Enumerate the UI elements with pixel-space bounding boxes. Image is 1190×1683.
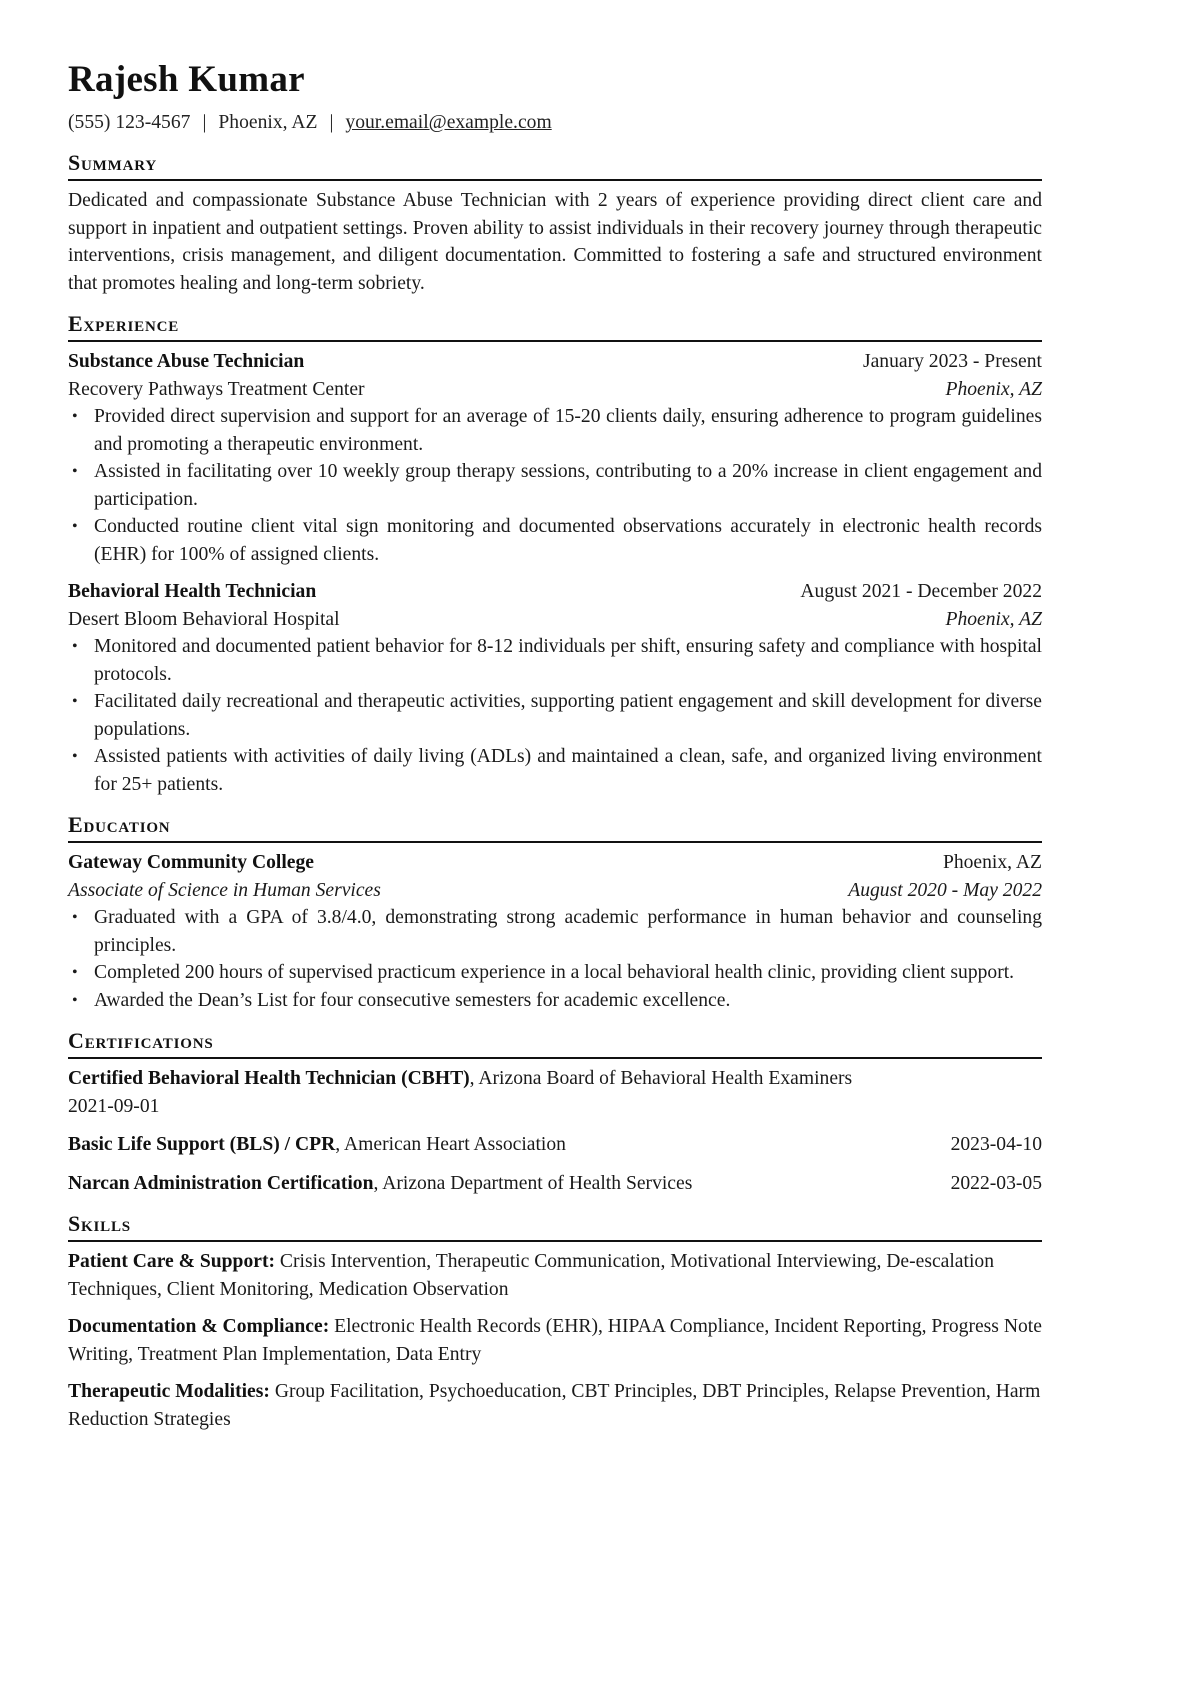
resume-header (68, 58, 1042, 136)
job-title: Behavioral Health Technician (68, 581, 317, 602)
job-dates: January 2023 - Present (862, 351, 1042, 372)
certifications-section (68, 1028, 1042, 1197)
certification-issuer: , American Heart Association (335, 1134, 566, 1155)
education-dates: August 2020 - May 2022 (848, 879, 1042, 901)
email-link[interactable]: your.email@example.com (345, 112, 552, 133)
skills-section (68, 1211, 1042, 1433)
certification-item (68, 1131, 1042, 1159)
phone-number: (555) 123-4567 (68, 112, 191, 133)
contact-separator: | (329, 112, 334, 133)
skill-group-label: Patient Care & Support: (68, 1251, 275, 1272)
bullet-item: • Assisted in facilitating over 10 weekly group therapy sessions, contributing to a 20% increase in client engagement and participation. (94, 458, 1042, 513)
section-title-education: Education (68, 812, 1042, 843)
education-bullets (68, 904, 1042, 1014)
bullet-item: • Awarded the Dean’s List for four consecutive semesters for academic excellence. (94, 987, 1042, 1015)
skill-group-items: Group Facilitation, Psychoeducation, CBT Principles, DBT Principles, Relapse Prevention, Harm Reduction Strategies (68, 1381, 1041, 1430)
job-location: Phoenix, AZ (945, 608, 1042, 630)
skill-group-label: Therapeutic Modalities: (68, 1381, 270, 1402)
bullet-item: • Graduated with a GPA of 3.8/4.0, demonstrating strong academic performance in human behavior and counseling principles. (94, 904, 1042, 959)
summary-text: Dedicated and compassionate Substance Abuse Technician with 2 years of experience providing direct client care and support in inpatient and outpatient settings. Proven ability to assist individuals in their recovery journey through therapeutic interventions, crisis management, and diligent documentation. Committed to fostering a safe and structured environment that promotes healing and long-term sobriety. (68, 190, 1042, 294)
certification-date: 2022-03-05 (950, 1172, 1042, 1194)
certification-date: 2023-04-10 (950, 1134, 1042, 1155)
bullet-item: • Facilitated daily recreational and therapeutic activities, supporting patient engagement and skill development for diverse populations. (94, 688, 1042, 743)
job-bullets (68, 403, 1042, 568)
education-entry (68, 849, 1042, 1014)
bullet-item: • Assisted patients with activities of daily living (ADLs) and maintained a clean, safe, and organized living environment for 25+ patients. (94, 743, 1042, 798)
certification-issuer: , Arizona Department of Health Services (373, 1172, 693, 1194)
contact-separator: | (202, 112, 207, 133)
certification-item (68, 1065, 1042, 1120)
education-section (68, 812, 1042, 1014)
job-bullets (68, 633, 1042, 798)
job-title: Substance Abuse Technician (68, 351, 305, 372)
bullet-item: • Completed 200 hours of supervised practicum experience in a local behavioral health clinic, providing client support. (94, 959, 1042, 987)
certification-name: Narcan Administration Certification (68, 1172, 374, 1194)
company-name: Desert Bloom Behavioral Hospital (68, 608, 340, 630)
candidate-name: Rajesh Kumar (68, 59, 305, 100)
experience-entry (68, 578, 1042, 798)
section-title-summary: Summary (68, 150, 1042, 181)
certification-date: 2021-09-01 (68, 1095, 160, 1117)
experience-entry (68, 348, 1042, 568)
skill-group (68, 1313, 1042, 1368)
job-location: Phoenix, AZ (945, 378, 1042, 400)
bullet-item: • Monitored and documented patient behavior for 8-12 individuals per shift, ensuring safety and compliance with hospital protocols. (94, 633, 1042, 688)
school-name: Gateway Community College (68, 852, 314, 873)
company-name: Recovery Pathways Treatment Center (68, 378, 365, 400)
contact-line (68, 110, 1042, 136)
experience-section (68, 311, 1042, 798)
job-dates: August 2021 - December 2022 (800, 581, 1042, 602)
school-location: Phoenix, AZ (942, 852, 1042, 873)
skill-group (68, 1378, 1042, 1433)
section-title-experience: Experience (68, 311, 1042, 342)
resume-page (68, 58, 1042, 1443)
section-title-certifications: Certifications (68, 1028, 1042, 1059)
section-title-skills: Skills (68, 1211, 1042, 1242)
summary-section (68, 150, 1042, 297)
bullet-item: • Provided direct supervision and support for an average of 15-20 clients daily, ensuring adherence to program guidelines and promoting a therapeutic environment. (94, 403, 1042, 458)
bullet-item: • Conducted routine client vital sign monitoring and documented observations accurately in electronic health records (EHR) for 100% of assigned clients. (94, 513, 1042, 568)
certification-name: Certified Behavioral Health Technician (CBHT) (68, 1068, 470, 1089)
skill-group-items: Electronic Health Records (EHR), HIPAA Compliance, Incident Reporting, Progress Note Writing, Treatment Plan Implementation, Data Entry (68, 1316, 1042, 1365)
certification-item (68, 1170, 1042, 1198)
certification-name: Basic Life Support (BLS) / CPR (68, 1134, 336, 1155)
skill-group (68, 1248, 1042, 1303)
skill-group-label: Documentation & Compliance: (68, 1316, 330, 1337)
degree-name: Associate of Science in Human Services (68, 879, 381, 901)
certification-issuer: , Arizona Board of Behavioral Health Examiners (469, 1068, 853, 1089)
skill-group-items: Crisis Intervention, Therapeutic Communication, Motivational Interviewing, De-escalation Techniques, Client Monitoring, Medication Observation (68, 1251, 994, 1300)
location: Phoenix, AZ (218, 112, 318, 133)
